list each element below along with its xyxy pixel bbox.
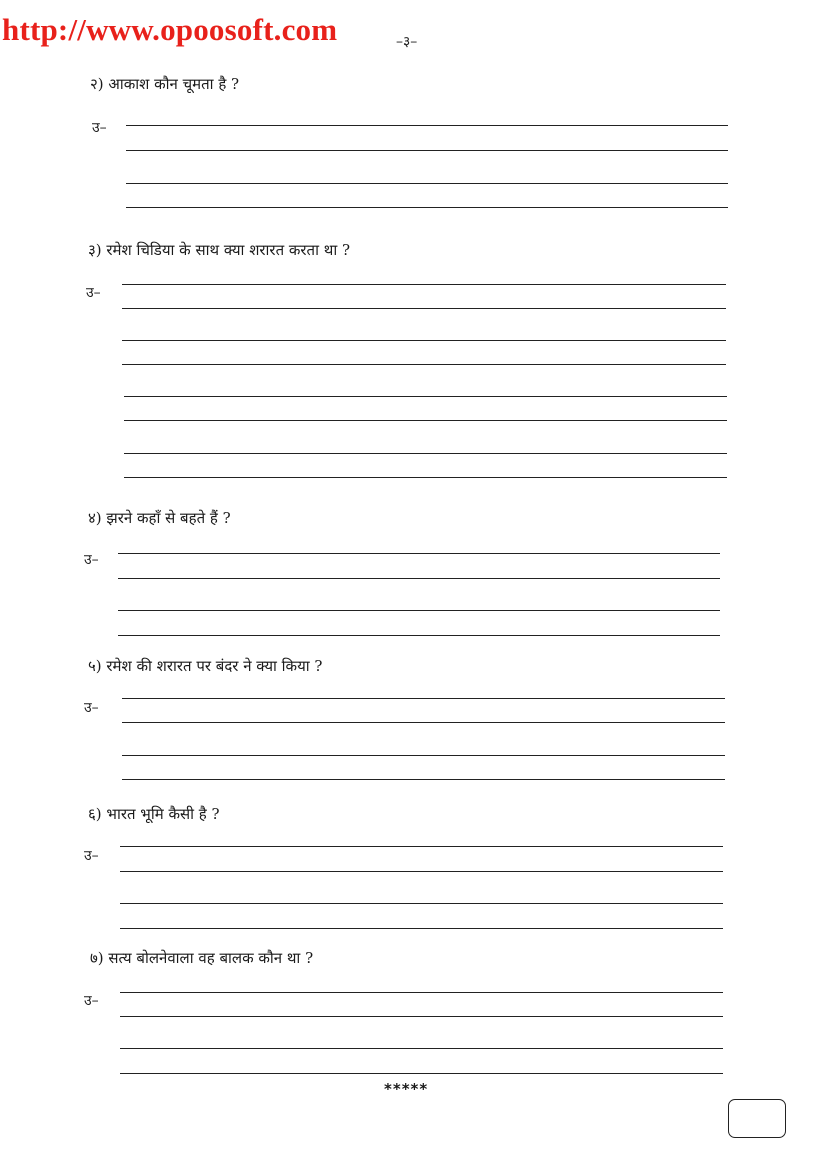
answer-line — [122, 340, 726, 341]
answer-line — [122, 722, 725, 723]
answer-line — [124, 396, 727, 397]
answer-line — [122, 284, 726, 285]
answer-line — [122, 698, 725, 699]
answer-line — [124, 453, 727, 454]
question-5: ५) रमेश की शरारत पर बंदर ने क्या किया ? — [88, 657, 323, 675]
page-corner-box — [728, 1099, 786, 1138]
question-4: ४) झरने कहाँ से बहते हैं ? — [88, 509, 231, 527]
answer-line — [118, 610, 720, 611]
answer-line — [118, 578, 720, 579]
question-6: ६) भारत भूमि कैसी है ? — [88, 805, 220, 823]
answer-line — [122, 308, 726, 309]
answer-line — [120, 992, 723, 993]
watermark-url: http://www.opoosoft.com — [2, 12, 338, 47]
answer-line — [124, 477, 727, 478]
answer-label-6: उ– — [84, 848, 99, 864]
answer-line — [126, 125, 728, 126]
answer-line — [124, 420, 727, 421]
answer-line — [120, 1016, 723, 1017]
answer-line — [120, 1073, 723, 1074]
answer-label-7: उ– — [84, 993, 99, 1009]
question-2: २) आकाश कौन चूमता है ? — [90, 75, 240, 93]
end-stars: ***** — [384, 1080, 429, 1098]
answer-line — [120, 871, 723, 872]
answer-line — [120, 1048, 723, 1049]
answer-line — [122, 755, 725, 756]
answer-line — [126, 150, 728, 151]
answer-label-2: उ– — [92, 120, 107, 136]
answer-line — [120, 903, 723, 904]
question-3: ३) रमेश चिडिया के साथ क्या शरारत करता था ? — [88, 241, 351, 259]
answer-line — [122, 364, 726, 365]
answer-line — [118, 553, 720, 554]
page-number: –३– — [396, 34, 418, 50]
answer-line — [126, 207, 728, 208]
answer-line — [122, 779, 725, 780]
answer-line — [126, 183, 728, 184]
answer-line — [118, 635, 720, 636]
answer-label-3: उ– — [86, 285, 101, 301]
answer-label-4: उ– — [84, 552, 99, 568]
question-7: ७) सत्य बोलनेवाला वह बालक कौन था ? — [90, 949, 314, 967]
answer-label-5: उ– — [84, 700, 99, 716]
answer-line — [120, 846, 723, 847]
answer-line — [120, 928, 723, 929]
